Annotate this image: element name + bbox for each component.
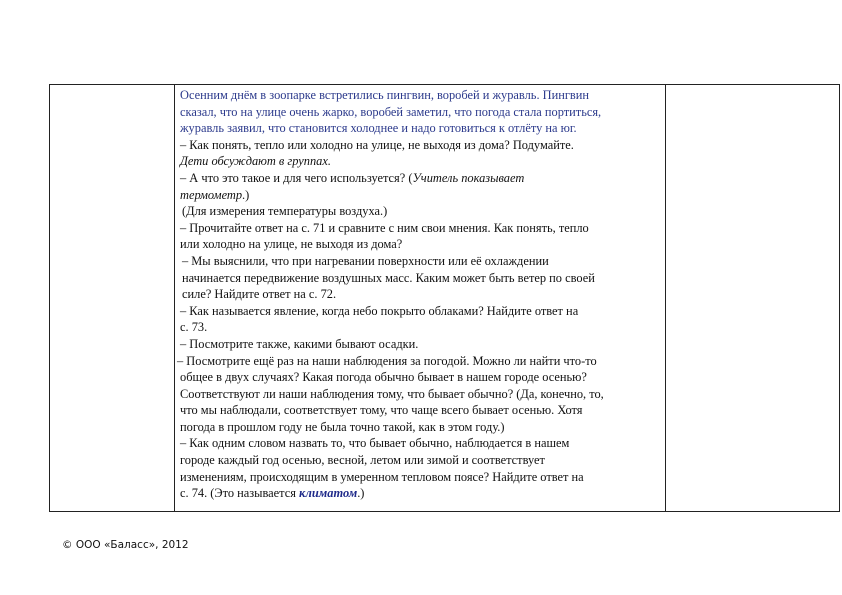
question-line: изменениям, происходящим в умеренном тепловом поясе? Найдите ответ на [180, 469, 584, 484]
question-line: – Посмотрите также, какими бывают осадки. [180, 336, 419, 351]
lesson-content-cell [175, 85, 666, 512]
key-term: климатом [299, 486, 358, 501]
question-text: с. 74. (Это называется [180, 486, 300, 501]
question-line [180, 170, 661, 187]
question-line: городе каждый год осенью, весной, летом или зимой и соответствует [180, 453, 545, 468]
question-line: – Посмотрите ещё раз на наши наблюдения за погодой. Можно ли найти что-то [177, 353, 597, 368]
question-line [180, 485, 661, 502]
teacher-note: термометр [180, 187, 243, 202]
right-column-cell [666, 85, 840, 512]
question-line: что мы наблюдали, соответствует тому, что чаще всего бывает осенью. Хотя [180, 403, 583, 418]
question-text: .) [242, 187, 250, 202]
lesson-table [49, 84, 840, 512]
question-line: с. 73. [180, 320, 208, 335]
question-line: Соответствуют ли наши наблюдения тому, что бывает обычно? (Да, конечно, то, [180, 386, 604, 401]
question-text: .) [357, 486, 365, 501]
lesson-text [175, 85, 665, 511]
question-line: погода в прошлом году не была точно такой, как в этом году.) [180, 419, 505, 434]
story-line: журавль заявил, что становится холоднее и надо готовиться к отлёту на юг. [180, 121, 577, 136]
story-line: сказал, что на улице очень жарко, воробей заметил, что погода стала портиться, [180, 104, 602, 119]
table-row [50, 85, 840, 512]
teacher-note: Учитель показывает [412, 170, 525, 185]
left-column-cell [50, 85, 175, 512]
answer-line: (Для измерения температуры воздуха.) [182, 204, 388, 219]
question-line: или холодно на улице, не выходя из дома? [180, 237, 403, 252]
activity-note: Дети обсуждают в группах. [180, 154, 331, 169]
question-line [180, 187, 661, 204]
question-line: – Как называется явление, когда небо покрыто облаками? Найдите ответ на [180, 303, 579, 318]
question-text: – А что это такое и для чего используется? ( [180, 170, 413, 185]
copyright-footer: © ООО «Баласс», 2012 [62, 539, 189, 551]
story-line: Осенним днём в зоопарке встретились пингвин, воробей и журавль. Пингвин [180, 88, 590, 102]
question-line: – Прочитайте ответ на с. 71 и сравните с ним свои мнения. Как понять, тепло [180, 220, 589, 235]
question-line: общее в двух случаях? Какая погода обычно бывает в нашем городе осенью? [180, 370, 587, 385]
question-line: начинается передвижение воздушных масс. Каким может быть ветер по своей [182, 270, 595, 285]
question-line: – Мы выяснили, что при нагревании поверхности или её охлаждении [182, 253, 549, 268]
question-line: – Как понять, тепло или холодно на улице, не выходя из дома? Подумайте. [180, 137, 574, 152]
question-line: силе? Найдите ответ на с. 72. [182, 287, 337, 302]
question-line: – Как одним словом назвать то, что бывает обычно, наблюдается в нашем [180, 436, 570, 451]
